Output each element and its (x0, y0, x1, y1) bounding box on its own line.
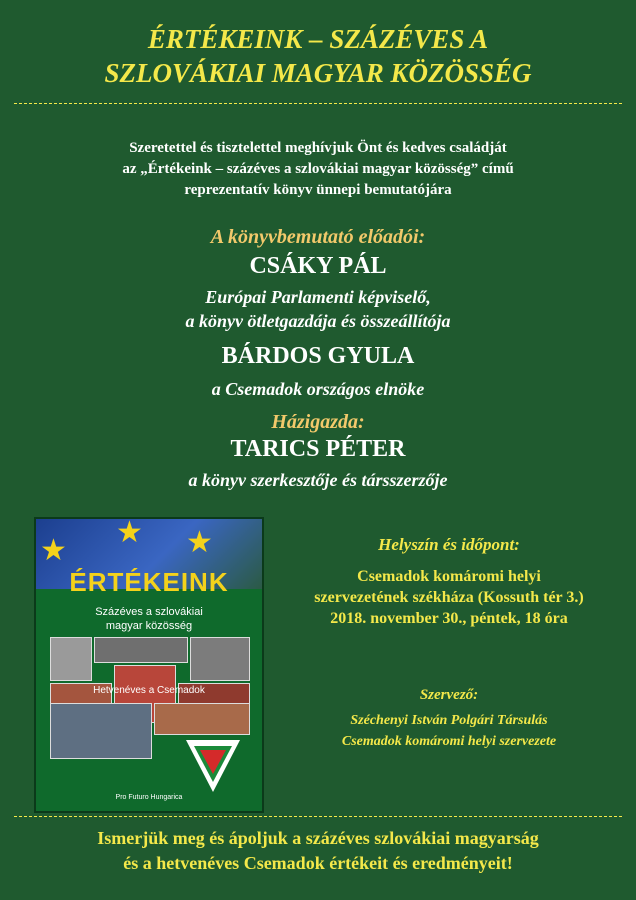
star-icon: ★ (40, 534, 67, 567)
host-role: a könyv szerkesztője és társszerzője (188, 470, 448, 490)
book-cover-image (34, 517, 264, 813)
footer-slogan (0, 826, 636, 876)
invitation-line-1: Szeretettel és tisztelettel meghívjuk Önt és kedves családját (129, 140, 507, 156)
cover-photo (154, 703, 250, 735)
venue-details (262, 566, 636, 629)
star-icon: ★ (186, 526, 213, 559)
invitation-text (0, 138, 636, 201)
venue-line-2: szervezetének székháza (Kossuth tér 3.) (314, 589, 584, 606)
book-subtitle (36, 605, 262, 633)
speakers-heading: A könyvbemutató előadói: (210, 226, 426, 248)
book-publisher: Pro Futuro Hungarica (115, 794, 183, 801)
book-title: ÉRTÉKEINK (69, 567, 229, 597)
divider-top (14, 103, 622, 104)
cover-photo (50, 703, 152, 759)
speaker-1-role (0, 285, 636, 333)
page-title (0, 22, 636, 90)
organizer-line-1: Széchenyi István Polgári Társulás (350, 713, 548, 728)
venue-line-1: Csemadok komáromi helyi (357, 568, 541, 585)
speaker-2-role: a Csemadok országos elnöke (211, 379, 425, 399)
title-line-2: SZLOVÁKIAI MAGYAR KÖZÖSSÉG (104, 58, 532, 88)
invitation-line-3: reprezentatív könyv ünnepi bemutatójára (184, 182, 452, 198)
cover-photo (50, 637, 92, 681)
speaker-1-role-line-1: Európai Parlamenti képviselő, (205, 287, 431, 307)
organizer-heading: Szervező: (419, 687, 479, 703)
star-icon: ★ (116, 517, 143, 549)
venue-heading: Helyszín és időpont: (378, 535, 520, 554)
csemadok-logo-icon (182, 734, 244, 796)
divider-bottom (14, 816, 622, 817)
cover-photo (190, 637, 250, 681)
speaker-2-name: BÁRDOS GYULA (221, 343, 415, 369)
host-name: TARICS PÉTER (230, 436, 406, 462)
venue-line-3: 2018. november 30., péntek, 18 óra (330, 610, 568, 627)
book-subtitle-2: Hetvenéves a Csemadok (93, 685, 205, 696)
speaker-1-role-line-2: a könyv ötletgazdája és összeállítója (185, 311, 451, 331)
footer-line-1: Ismerjük meg és ápoljuk a százéves szlovákiai magyarság (97, 828, 539, 848)
organizer-details (262, 710, 636, 752)
cover-photo (94, 637, 188, 663)
organizer-line-2: Csemadok komáromi helyi szervezete (341, 734, 557, 749)
footer-line-2: és a hetvenéves Csemadok értékeit és eredményeit! (123, 853, 513, 873)
book-subtitle-line-1: Százéves a szlovákiai (95, 606, 203, 618)
invitation-line-2: az „Értékeink – százéves a szlovákiai magyar közösség” című (122, 161, 514, 177)
speaker-1-name: CSÁKY PÁL (249, 253, 387, 279)
book-subtitle-line-2: magyar közösség (105, 620, 193, 632)
title-line-1: ÉRTÉKEINK – SZÁZÉVES A (147, 24, 489, 54)
host-heading: Házigazda: (271, 411, 365, 433)
